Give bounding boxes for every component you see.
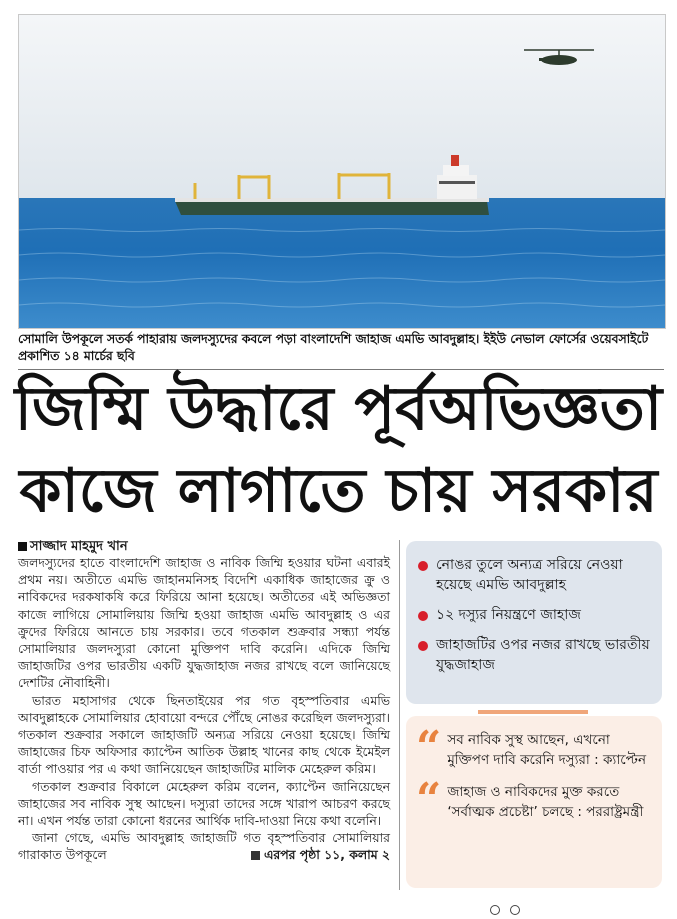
article-paragraph: জলদস্যুদের হাতে বাংলাদেশি জাহাজ ও নাবিক জিম্মি হওয়ার ঘটনা এবারই প্রথম নয়। অতীতে এমভি জাহানমনিসহ বিদেশি একাধিক জাহাজের ক্রু ও নাবিকদের দরকষাকষি করে ফিরিয়ে আনা হয়েছে। অতীতের এই অভিজ্ঞতা কাজে লাগিয়ে সোমালিয়ায় জিম্মি হওয়া জাহাজ এমভি আবদুল্লাহ ও এর ক্রুদের ফিরিয়ে আনতে চায় সরকার। তবে গতকাল শুক্রবার সন্ধ্যা পর্যন্ত সোমালিয়ার জলদস্যুরা কোনো মুক্তিপণ দাবি করেনি। এদিকে জিম্মি জাহাজটির ওপর ভারতীয় একটি যুদ্ধজাহাজ নজর রাখছে বলে জানিয়েছে দেশটির নৌবাহিনী। bbox=[18, 555, 390, 691]
highlight-item bbox=[418, 605, 652, 625]
article-paragraph-text: জানা গেছে, এমভি আবদুল্লাহ জাহাজটি গত বৃহস্পতিবার সোমালিয়ার গারাকাত উপকূলে bbox=[18, 830, 390, 863]
quote-mark-icon: “ bbox=[416, 722, 442, 773]
circle-fragment-icon bbox=[510, 905, 520, 915]
circle-fragment-icon bbox=[490, 905, 500, 915]
red-bullet-icon bbox=[418, 641, 428, 651]
quote-mark-icon: “ bbox=[416, 774, 442, 825]
article-paragraph: গতকাল শুক্রবার বিকালে মেহেরুল করিম বলেন, ক্যাপ্টেন জানিয়েছেন জাহাজের সব নাবিক সুস্থ আছেন। দস্যুরা তাদের সঙ্গে খারাপ আচরণ করছে না। এখন পর্যন্ত তারা কোনো ধরনের আর্থিক দাবি-দাওয়া নিয়ে কথা বলেনি। bbox=[18, 778, 390, 829]
highlight-item bbox=[418, 555, 652, 595]
article-paragraph bbox=[18, 829, 390, 863]
article-body bbox=[18, 554, 390, 864]
news-photo bbox=[18, 14, 666, 329]
quote-text: জাহাজ ও নাবিকদের মুক্ত করতে ‘সর্বাত্মক প্রচেষ্টা’ চলছে : পররাষ্ট্রমন্ত্রী bbox=[447, 784, 644, 820]
accent-divider bbox=[478, 710, 588, 714]
photo-caption: সোমালি উপকূলে সতর্ক পাহারায় জলদস্যুদের কবলে পড়া বাংলাদেশি জাহাজ এমভি আবদুল্লাহ। ইইউ নেভাল ফোর্সের ওয়েবসাইটে প্রকাশিত ১৪ মার্চের ছবি bbox=[18, 331, 664, 370]
headline-line-1: জিম্মি উদ্ধারে পূর্বঅভিজ্ঞতা bbox=[14, 374, 663, 444]
quotes-box bbox=[406, 716, 662, 888]
ship-at-sea-image bbox=[19, 15, 665, 328]
byline: সাজ্জাদ মাহমুদ খান bbox=[18, 537, 128, 558]
highlight-item bbox=[418, 635, 652, 675]
quote-item bbox=[416, 774, 654, 825]
continued-jump[interactable]: এরপর পৃষ্ঠা ১১, কলাম ২ bbox=[237, 846, 390, 863]
red-bullet-icon bbox=[418, 611, 428, 621]
headline bbox=[10, 368, 667, 532]
highlight-text: নোঙর তুলে অন্যত্র সরিয়ে নেওয়া হয়েছে এমভি আবদুল্লাহ bbox=[436, 557, 623, 593]
headline-line-2: কাজে লাগাতে চায় সরকার bbox=[19, 456, 658, 526]
highlights-box bbox=[406, 541, 662, 704]
highlight-text: জাহাজটির ওপর নজর রাখছে ভারতীয় যুদ্ধজাহাজ bbox=[436, 637, 650, 673]
quote-text: সব নাবিক সুস্থ আছেন, এখনো মুক্তিপণ দাবি করেনি দস্যুরা : ক্যাপ্টেন bbox=[447, 732, 647, 768]
square-bullet-icon bbox=[251, 851, 260, 860]
quote-item bbox=[416, 722, 654, 773]
red-bullet-icon bbox=[418, 561, 428, 571]
next-item-fragment bbox=[490, 900, 550, 908]
column-divider bbox=[399, 540, 400, 890]
article-paragraph: ভারত মহাসাগর থেকে ছিনতাইয়ের পর গত বৃহস্পতিবার এমভি আবদুল্লাহকে সোমালিয়ার হোবায়ো বন্দরে পৌঁছে নোঙর করেছিল জলদস্যুরা। গতকাল শুক্রবার সকালে জাহাজটি অন্যত্র সরিয়ে নেওয়া হয়েছে। জিম্মি জাহাজের চিফ অফিসার ক্যাপ্টেন আতিক উল্লাহ খানের কাছ থেকে ইমেইল বার্তা পাওয়ার পর এ কথা জানিয়েছেন জাহাজটির মালিক মেহেরুল করিম। bbox=[18, 692, 390, 777]
highlight-text: ১২ দস্যুর নিয়ন্ত্রণে জাহাজ bbox=[436, 607, 581, 623]
